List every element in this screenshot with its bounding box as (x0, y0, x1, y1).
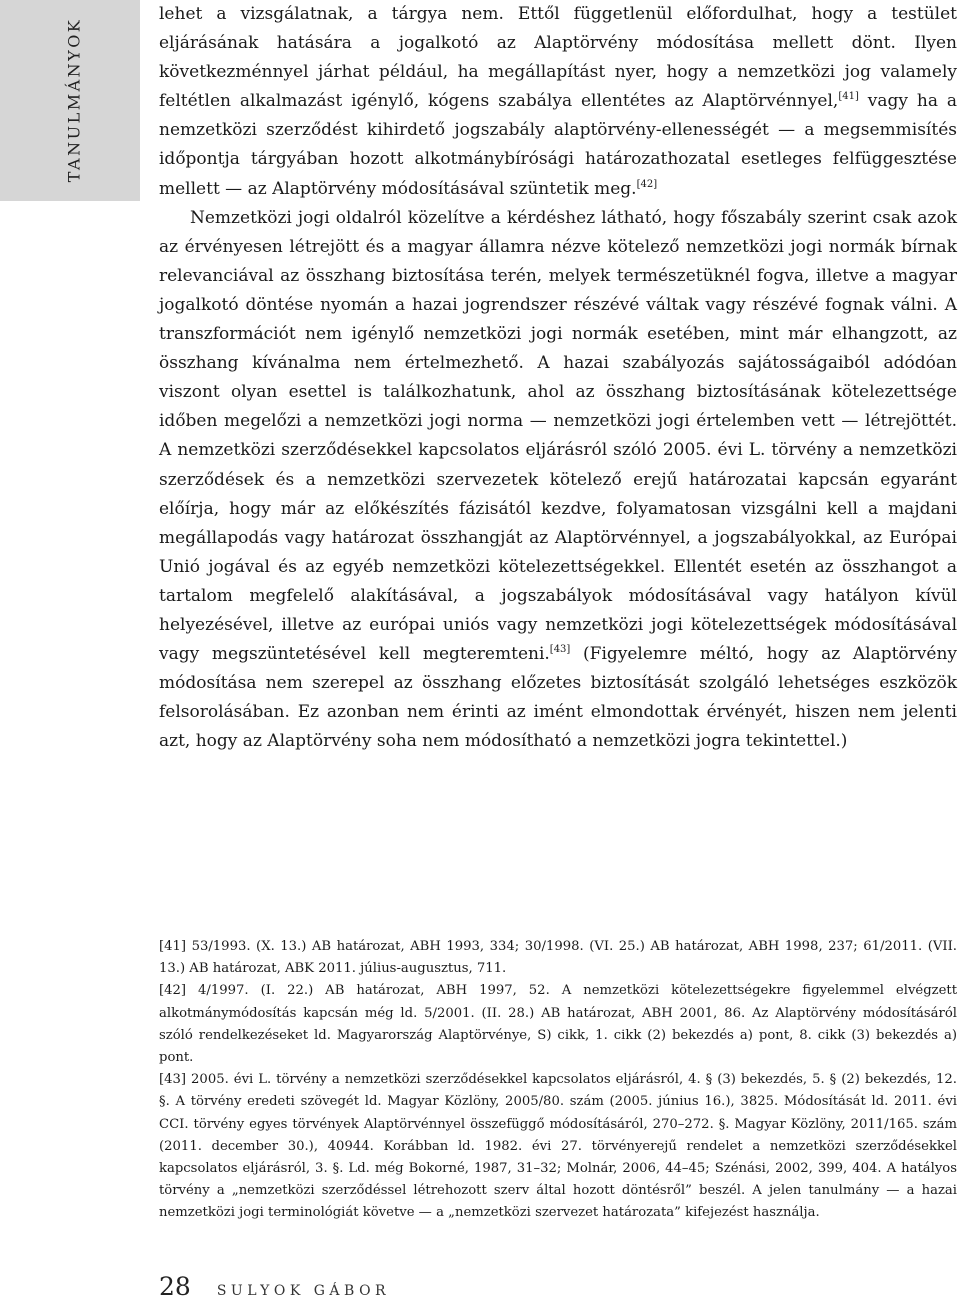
body-text-run: (Figyelemre méltó, hogy az Alaptörvény módosítása nem szerepel az összhang előzetes biztosítását szolgáló lehetséges eszközök felsorolásában. Ez azonban nem érinti az imént elmondottak érvényét, hiszen nem jelenti azt, hogy az Alaptörvény soha nem módosítható a nemzetközi jogra tekintettel.) (159, 644, 957, 752)
page-footer (159, 1272, 390, 1301)
section-tab (0, 0, 140, 201)
footnote-ref-41[interactable]: [41] (838, 91, 859, 103)
body-text-run: Nemzetközi jogi oldalról közelítve a kérdéshez látható, hogy főszabály szerint csak azok az érvényesen létrejött és a magyar államra nézve kötelező nemzetközi jogi normák bírnak relevanciával az összhang biztosítása terén, melyek természetüknél fogva, illetve a magyar jogalkotó döntése nyomán a hazai jogrendszer részévé váltak vagy részévé fognak válni. A transzformációt nem igénylő nemzetközi jogi normák esetében, mint már elhangzott, az összhang kívánalma nem értelmezhető. A hazai szabályozás sajátosságaiból adódóan viszont olyan esettel is találkozhatunk, ahol az összhang biztosításának kötelezettsége időben megelőzi a nemzetközi jogi norma — nemzetközi jogi értelemben vett — létrejöttét. A nemzetközi szerződésekkel kapcsolatos eljárásról szóló 2005. évi L. törvény a nemzetközi szerződések és a nemzetközi szervezetek kötelező erejű határozatai kapcsán egyaránt előírja, hogy már az előkészítés fázisától kezdve, folyamatosan vizsgálni kell a majdani megállapodás vagy határozat összhangját az Alaptörvénnyel, a jogszabályokkal, az Európai Unió jogával és az egyéb nemzetközi kötelezettségekkel. Ellentét esetén az összhangot a tartalom megfelelő alakításával, a jogszabályok módosításával vagy hatályon kívül helyezésével, illetve az európai uniós vagy nemzetközi jogi kötelezettségek módosításával vagy megszüntetésével kell megteremteni. (159, 207, 957, 665)
section-tab-label: TANULMÁNYOK (64, 17, 84, 183)
footnote-42: [42] 4/1997. (I. 22.) AB határozat, ABH 1997, 52. A nemzetközi kötelezettségekre figyelemmel elvégzett alkotmánymódosítás kapcsán még ld. 5/2001. (II. 28.) AB határozat, ABH 2001, 86. Az Alaptörvény módosításáról szóló rendelkezéseket ld. Magyarország Alaptörvénye, S) cikk, 1. cikk (2) bekezdés a) pont, 8. cikk (3) bekezdés a) pont. (159, 983, 957, 1066)
running-author: SULYOK GÁBOR (216, 1283, 391, 1299)
body-text-run: lehet a vizsgálatnak, a tárgya nem. Ettől függetlenül előfordulhat, hogy a testület eljárásának hatására a jogalkotó az Alaptörvény módosítása mellett dönt. Ilyen következménnyel járhat például, ha megállapítást nyer, hogy a nemzetközi jog valamely feltétlen alkalmazást igénylő, kógens szabálya ellentétes az Alaptörvénnyel, (159, 4, 957, 112)
body-text-run: vagy ha a nemzetközi szerződést kihirdető jogszabály alaptörvény-ellenességét — a megsemmisítés időpontja tárgyában hozott alkotmánybírósági határozathozatal esetleges felfüggesztése mellett — az Alaptörvény módosításával szüntetik meg. (159, 91, 958, 199)
body-paragraph (159, 204, 957, 757)
footnotes (159, 936, 957, 1225)
body-text (159, 0, 957, 756)
page-number: 28 (159, 1272, 191, 1301)
footnote-ref-42[interactable]: [42] (636, 178, 658, 190)
footnote-41: [41] 53/1993. (X. 13.) AB határozat, ABH 1993, 334; 30/1998. (VI. 25.) AB határozat, ABH 1998, 237; 61/2011. (VII. 13.) AB határozat, ABK 2011. július-augusztus, 711. (159, 939, 957, 977)
footnote-43: [43] 2005. évi L. törvény a nemzetközi szerződésekkel kapcsolatos eljárásról, 4. § (3) bekezdés, 5. § (2) bekezdés, 12. §. A törvény eredeti szövegét ld. Magyar Közlöny, 2005/80. szám (2005. június 16.), 3825. Módosítását ld. 2011. évi CCI. törvény egyes törvények Alaptörvénnyel összefüggő módosításáról, 270–272. §. Magyar Közlöny, 2011/165. szám (2011. december 30.), 40944. Korábban ld. 1982. évi 27. törvényerejű rendelet a nemzetközi szerződésekkel kapcsolatos eljárásról, 3. §. Ld. még Bokorné, 1987, 31–32; Molnár, 2006, 44–45; Szénási, 2002, 399, 404. A hatályos törvény a „nemzetközi szerződéssel létrehozott szerv által hozott döntésről” beszél. A jelen tanulmány — a hazai nemzetközi jogi terminológiát követve — a „nemzetközi szervezet határozata” kifejezést használja. (159, 1072, 957, 1221)
body-paragraph (159, 0, 957, 204)
footnote-ref-43[interactable]: [43] (549, 644, 571, 656)
